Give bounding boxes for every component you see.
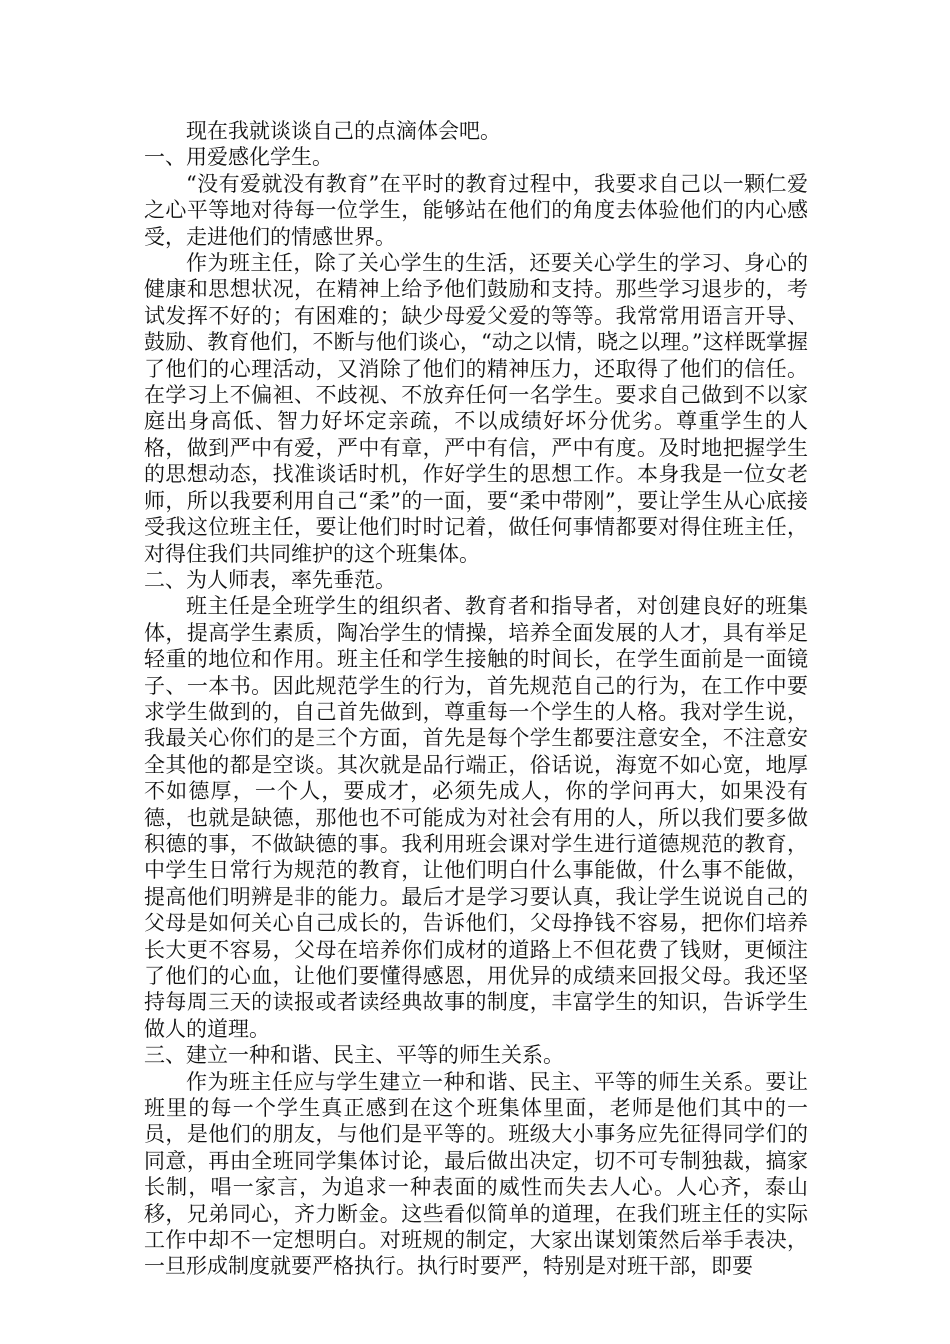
section1-paragraph-1: “没有爱就没有教育”在平时的教育过程中，我要求自己以一颗仁爱之心平等地对待每一位学生，能够站在他们的角度去体验他们的内心感受，走进他们的情感世界。 xyxy=(144,171,808,249)
section-heading-1: 一、用爱感化学生。 xyxy=(144,145,333,170)
section-heading-2: 二、为人师表，率先垂范。 xyxy=(144,567,396,592)
intro-paragraph: 现在我就谈谈自己的点滴体会吧。 xyxy=(186,119,501,143)
section-heading-3: 三、建立一种和谐、民主、平等的师生关系。 xyxy=(144,1043,564,1068)
section2-paragraph-1: 班主任是全班学生的组织者、教育者和指导者，对创建良好的班集体，提高学生素质，陶冶学生的情操，培养全面发展的人才，具有举足轻重的地位和作用。班主任和学生接触的时间长，在学生面前是一面镜子、一本书。因此规范学生的行为，首先规范自己的行为，在工作中要求学生做到的，自己首先做到，尊重每一个学生的人格。我对学生说，我最关心你们的是三个方面，首先是每个学生都要注意安全，不注意安全其他的都是空谈。其次就是品行端正，俗话说，海宽不如心宽，地厚不如德厚，一个人，要成才，必须先成人，你的学问再大，如果没有德，也就是缺德，那他也不可能成为对社会有用的人，所以我们要多做积德的事，不做缺德的事。我利用班会课对学生进行道德规范的教育，中学生日常行为规范的教育，让他们明白什么事能做，什么事不能做，提高他们明辨是非的能力。最后才是学习要认真，我让学生说说自己的父母是如何关心自己成长的，告诉他们，父母挣钱不容易，把你们培养长大更不容易，父母在培养你们成材的道路上不但花费了钱财，更倾注了他们的心血，让他们要懂得感恩，用优异的成绩来回报父母。我还坚持每周三天的读报或者读经典故事的制度，丰富学生的知识，告诉学生做人的道理。 xyxy=(144,594,808,1041)
document-page xyxy=(144,118,808,1280)
section1-paragraph-2: 作为班主任，除了关心学生的生活，还要关心学生的学习、身心的健康和思想状况，在精神上给予他们鼓励和支持。那些学习退步的，考试发挥不好的；有困难的；缺少母爱父爱的等等。我常常用语言开导、鼓励、教育他们，不断与他们谈心，“动之以情，晓之以理。”这样既掌握了他们的心理活动，又消除了他们的精神压力，还取得了他们的信任。在学习上不偏袒、不歧视、不放弃任何一名学生。要求自己做到不以家庭出身高低、智力好坏定亲疏，不以成绩好坏分优劣。尊重学生的人格，做到严中有爱，严中有章，严中有信，严中有度。及时地把握学生的思想动态，找准谈话时机，作好学生的思想工作。本身我是一位女老师，所以我要利用自己“柔”的一面，要“柔中带刚”，要让学生从心底接受我这位班主任，要让他们时时记着，做任何事情都要对得住班主任，对得住我们共同维护的这个班集体。 xyxy=(144,251,808,566)
section3-paragraph-1: 作为班主任应与学生建立一种和谐、民主、平等的师生关系。要让班里的每一个学生真正感到在这个班集体里面，老师是他们其中的一员，是他们的朋友，与他们是平等的。班级大小事务应先征得同学们的同意，再由全班同学集体讨论，最后做出决定，切不可专制独裁，搞家长制，唱一家言，为追求一种表面的威性而失去人心。人心齐，泰山移，兄弟同心，齐力断金。这些看似简单的道理，在我们班主任的实际工作中却不一定想明白。对班规的制定，大家出谋划策然后举手表决，一旦形成制度就要严格执行。执行时要严，特别是对班干部，即要 xyxy=(144,1069,808,1279)
